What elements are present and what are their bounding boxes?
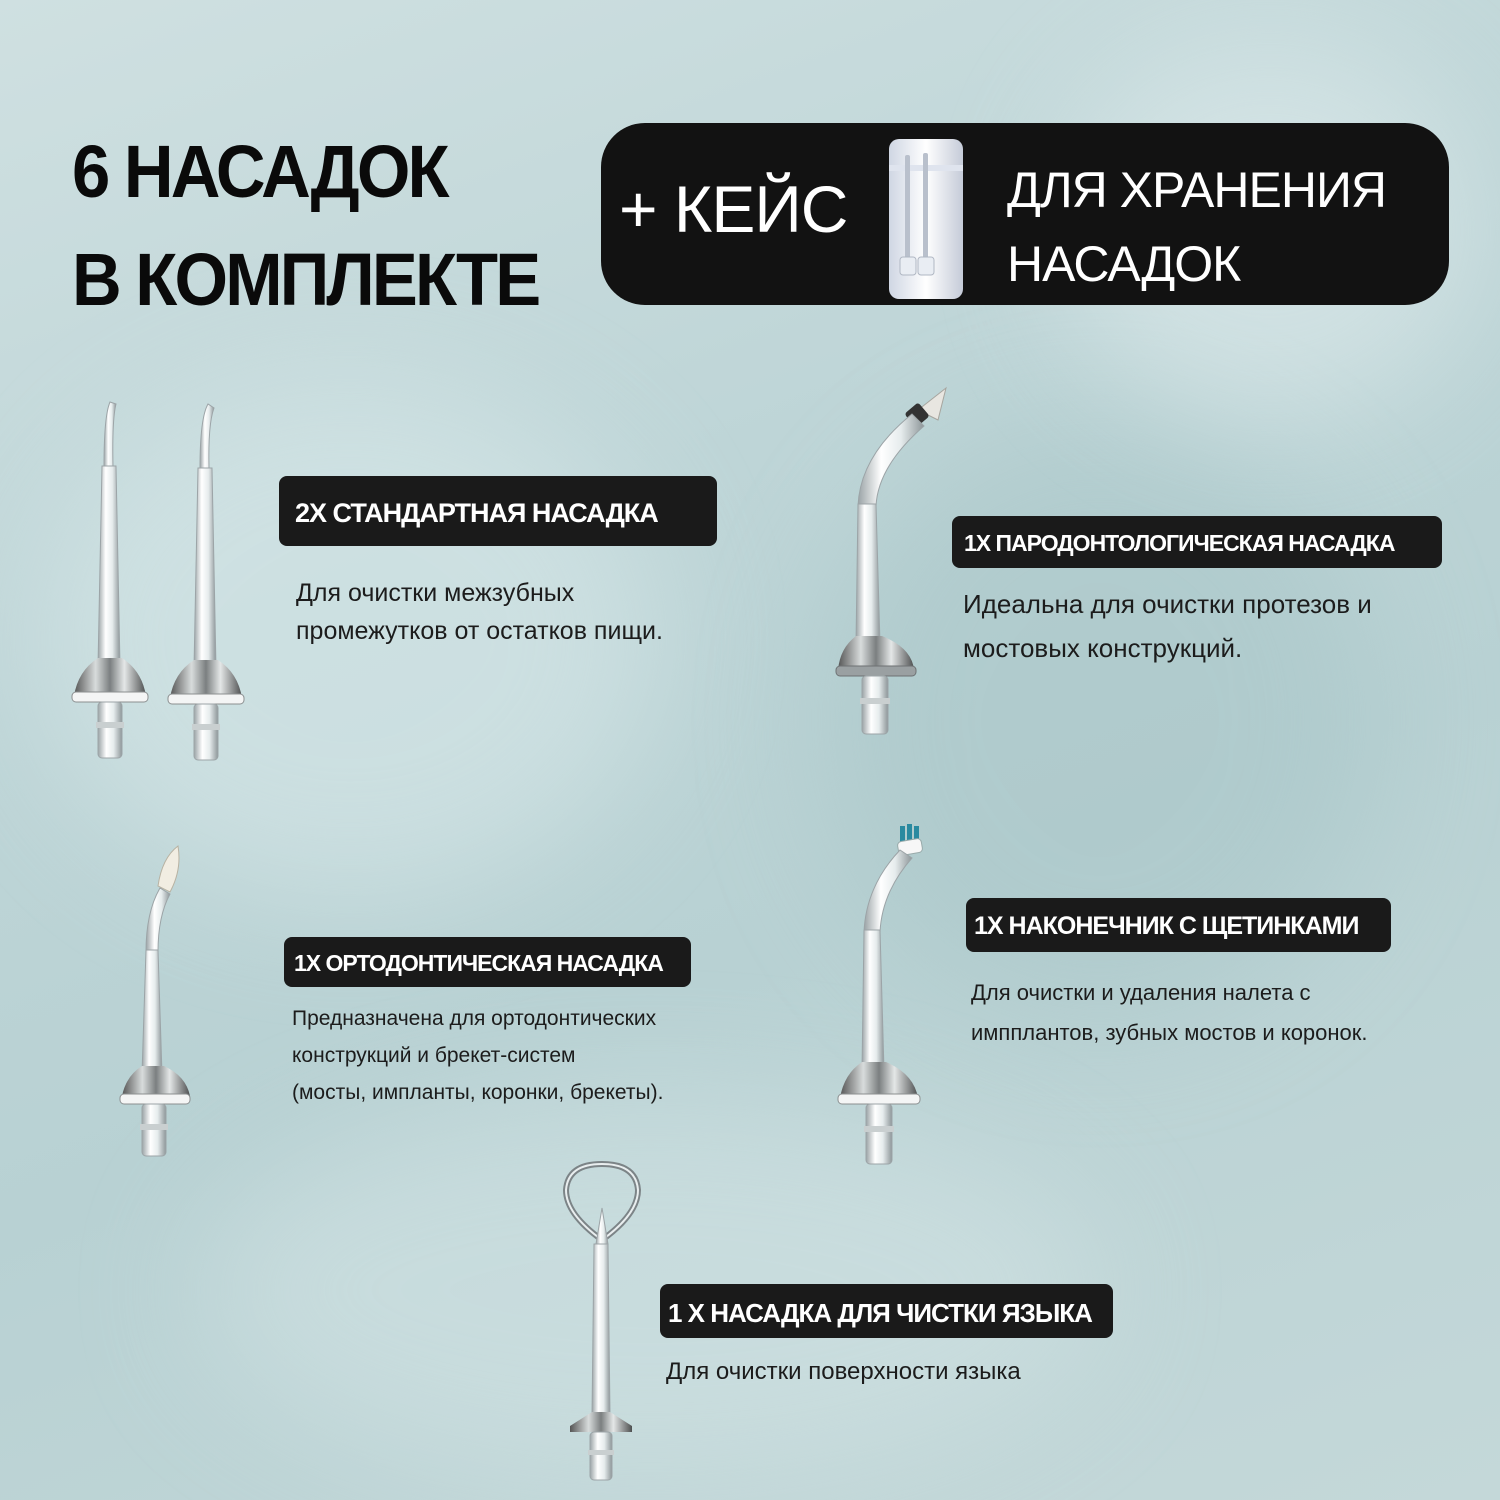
case-banner-line-2: НАСАДОК [1007, 236, 1241, 292]
case-banner-line-1: ДЛЯ ХРАНЕНИЯ [1007, 162, 1386, 218]
storage-case-icon [885, 135, 967, 303]
tag-orthodontic-nozzle: 1X ОРТОДОНТИЧЕСКАЯ НАСАДКА [284, 937, 691, 987]
tongue-cleaner-icon [560, 1160, 644, 1484]
case-banner [601, 123, 1449, 305]
desc-line: Предназначена для ортодонтических [292, 1007, 657, 1030]
orthodontic-nozzle-icon [118, 842, 198, 1160]
desc-line: Для очистки поверхности языка [666, 1358, 1021, 1385]
desc-orthodontic-nozzle [292, 1000, 663, 1111]
desc-standard-nozzle [296, 574, 663, 650]
case-banner-plus-text: + КЕЙС [619, 172, 848, 246]
bristle-nozzle-icon [836, 822, 932, 1168]
tag-bristle-nozzle: 1X НАКОНЕЧНИК С ЩЕТИНКАМИ [966, 898, 1391, 952]
periodontal-nozzle-icon [834, 386, 954, 738]
tag-standard-nozzle: 2X СТАНДАРТНАЯ НАСАДКА [279, 476, 717, 546]
desc-line: промежутков от остатков пищи. [296, 617, 663, 645]
tag-periodontal-nozzle: 1X ПАРОДОНТОЛОГИЧЕСКАЯ НАСАДКА [952, 516, 1442, 568]
desc-line: конструкций и брекет-систем [292, 1044, 576, 1067]
tag-tongue-cleaner: 1 X НАСАДКА ДЛЯ ЧИСТКИ ЯЗЫКА [660, 1284, 1113, 1338]
desc-line: импплантов, зубных мостов и коронок. [971, 1020, 1368, 1045]
headline [72, 118, 538, 334]
standard-nozzle-icon [68, 396, 152, 762]
desc-line: мостовых конструкций. [963, 633, 1243, 663]
desc-line: Для очистки и удаления налета с [971, 980, 1311, 1005]
desc-bristle-nozzle [971, 973, 1368, 1053]
desc-line: (мосты, импланты, коронки, брекеты). [292, 1081, 664, 1104]
case-banner-text [1007, 153, 1386, 301]
desc-line: Идеальна для очистки протезов и [963, 589, 1372, 619]
headline-line-1: 6 НАСАДОК [72, 130, 447, 213]
desc-line: Для очистки межзубных [296, 579, 575, 607]
standard-nozzle-icon [164, 398, 248, 764]
headline-line-2: В КОМПЛЕКТЕ [72, 238, 539, 321]
desc-periodontal-nozzle [963, 582, 1372, 670]
desc-tongue-cleaner [666, 1355, 1021, 1389]
